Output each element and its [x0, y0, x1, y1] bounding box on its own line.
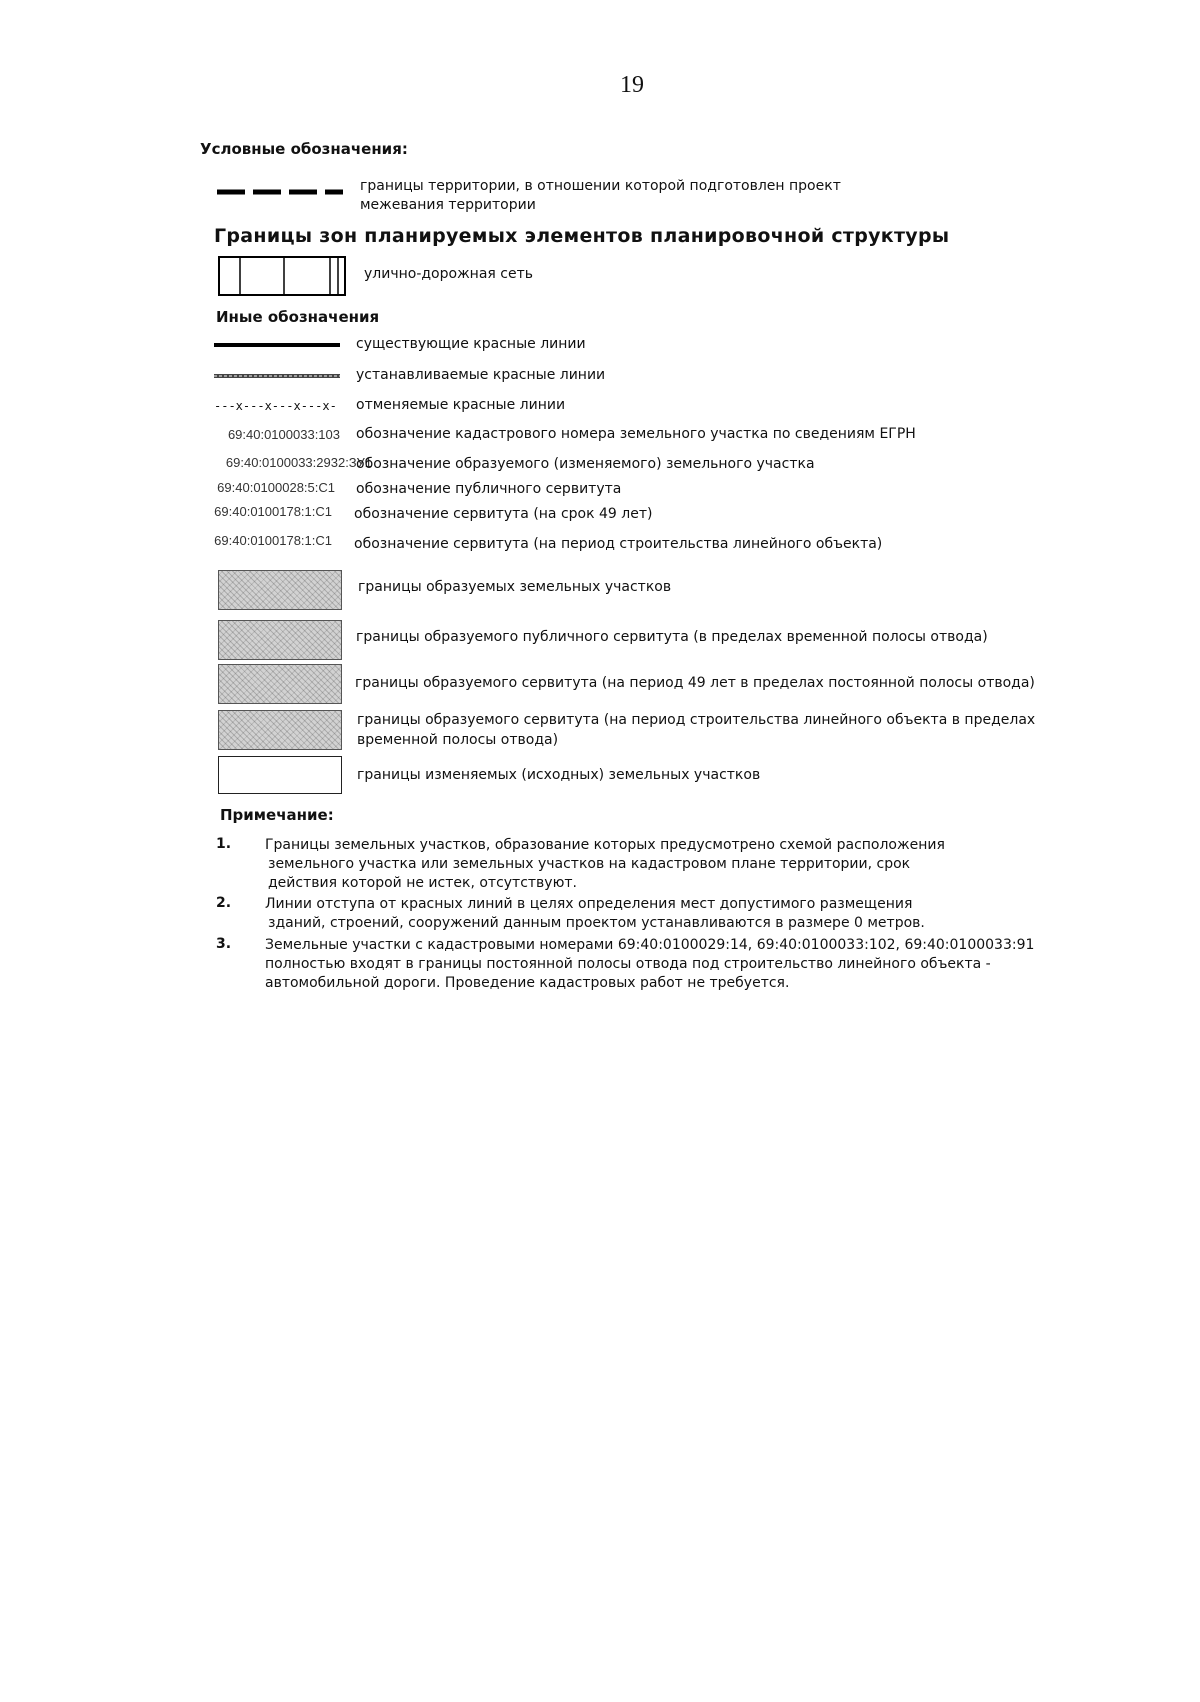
- code-label-servitude-construction: обозначение сервитута (на период строительства линейного объекта): [354, 536, 883, 552]
- note-heading: Примечание:: [220, 806, 334, 824]
- road-network-symbol: [218, 256, 346, 296]
- established-red-line-symbol: [212, 371, 342, 381]
- note-item: [265, 895, 1025, 933]
- public-servitude-swatch: [218, 620, 342, 660]
- note-line: Земельные участки с кадастровыми номерами 69:40:0100029:14, 69:40:0100033:102, 69:40:0100033:91: [265, 937, 1035, 953]
- changed-plots-swatch: [218, 756, 342, 794]
- servitude-construction-label-1: границы образуемого сервитута (на период строительства линейного объекта в пределах: [357, 712, 1036, 728]
- zones-heading: Границы зон планируемых элементов планировочной структуры: [214, 225, 950, 247]
- note-item: [265, 836, 1025, 893]
- code-label-servitude-49: обозначение сервитута (на срок 49 лет): [354, 506, 653, 522]
- formed-plots-swatch: [218, 570, 342, 610]
- code-sample-public-servitude: 69:40:0100028:5:С1: [217, 480, 335, 495]
- cancelled-red-line-symbol: ---x---x---x---x-: [214, 399, 337, 413]
- changed-plots-label: границы изменяемых (исходных) земельных участков: [357, 767, 761, 783]
- servitude-construction-label-2: временной полосы отвода): [357, 732, 559, 748]
- note-line: Линии отступа от красных линий в целях определения мест допустимого размещения: [265, 896, 913, 912]
- territory-boundary-label-2: межевания территории: [360, 197, 536, 213]
- note-item: [265, 936, 1065, 993]
- page-number: 19: [620, 72, 644, 98]
- other-heading: Иные обозначения: [216, 308, 380, 326]
- note-line: действия которой не истек, отсутствуют.: [268, 875, 577, 891]
- established-red-lines-label: устанавливаемые красные линии: [356, 367, 606, 383]
- note-number: 2.: [216, 895, 232, 911]
- servitude-construction-swatch: [218, 710, 342, 750]
- territory-boundary-symbol: [215, 187, 345, 197]
- note-line: автомобильной дороги. Проведение кадастровых работ не требуется.: [265, 975, 790, 991]
- code-label-cadastral: обозначение кадастрового номера земельного участка по сведениям ЕГРН: [356, 426, 916, 442]
- legend-title: Условные обозначения:: [200, 140, 408, 158]
- code-sample-formed-plot: 69:40:0100033:2932:ЗУ1: [225, 455, 372, 470]
- code-label-public-servitude: обозначение публичного сервитута: [356, 481, 622, 497]
- road-network-label: улично-дорожная сеть: [364, 266, 534, 282]
- cancelled-red-lines-label: отменяемые красные линии: [356, 397, 566, 413]
- note-number: 3.: [216, 936, 232, 952]
- note-line: земельного участка или земельных участков на кадастровом плане территории, срок: [268, 856, 911, 872]
- note-line: полностью входят в границы постоянной полосы отвода под строительство линейного объекта -: [265, 956, 991, 972]
- code-label-formed-plot: обозначение образуемого (изменяемого) земельного участка: [356, 456, 815, 472]
- public-servitude-label: границы образуемого публичного сервитута (в пределах временной полосы отвода): [356, 629, 988, 645]
- code-sample-servitude-49: 69:40:0100178:1:С1: [214, 504, 332, 519]
- note-line: Границы земельных участков, образование которых предусмотрено схемой расположения: [265, 837, 945, 853]
- existing-red-lines-label: существующие красные линии: [356, 336, 586, 352]
- servitude-49-swatch: [218, 664, 342, 704]
- code-sample-servitude-construction: 69:40:0100178:1:С1: [214, 533, 332, 548]
- existing-red-line-symbol: [212, 340, 342, 350]
- formed-plots-label: границы образуемых земельных участков: [358, 579, 672, 595]
- servitude-49-label: границы образуемого сервитута (на период 49 лет в пределах постоянной полосы отвода): [355, 675, 1035, 691]
- note-line: зданий, строений, сооружений данным проектом устанавливаются в размере 0 метров.: [268, 915, 925, 931]
- code-sample-cadastral: 69:40:0100033:103: [227, 427, 340, 442]
- territory-boundary-label-1: границы территории, в отношении которой подготовлен проект: [360, 178, 841, 194]
- note-number: 1.: [216, 836, 232, 852]
